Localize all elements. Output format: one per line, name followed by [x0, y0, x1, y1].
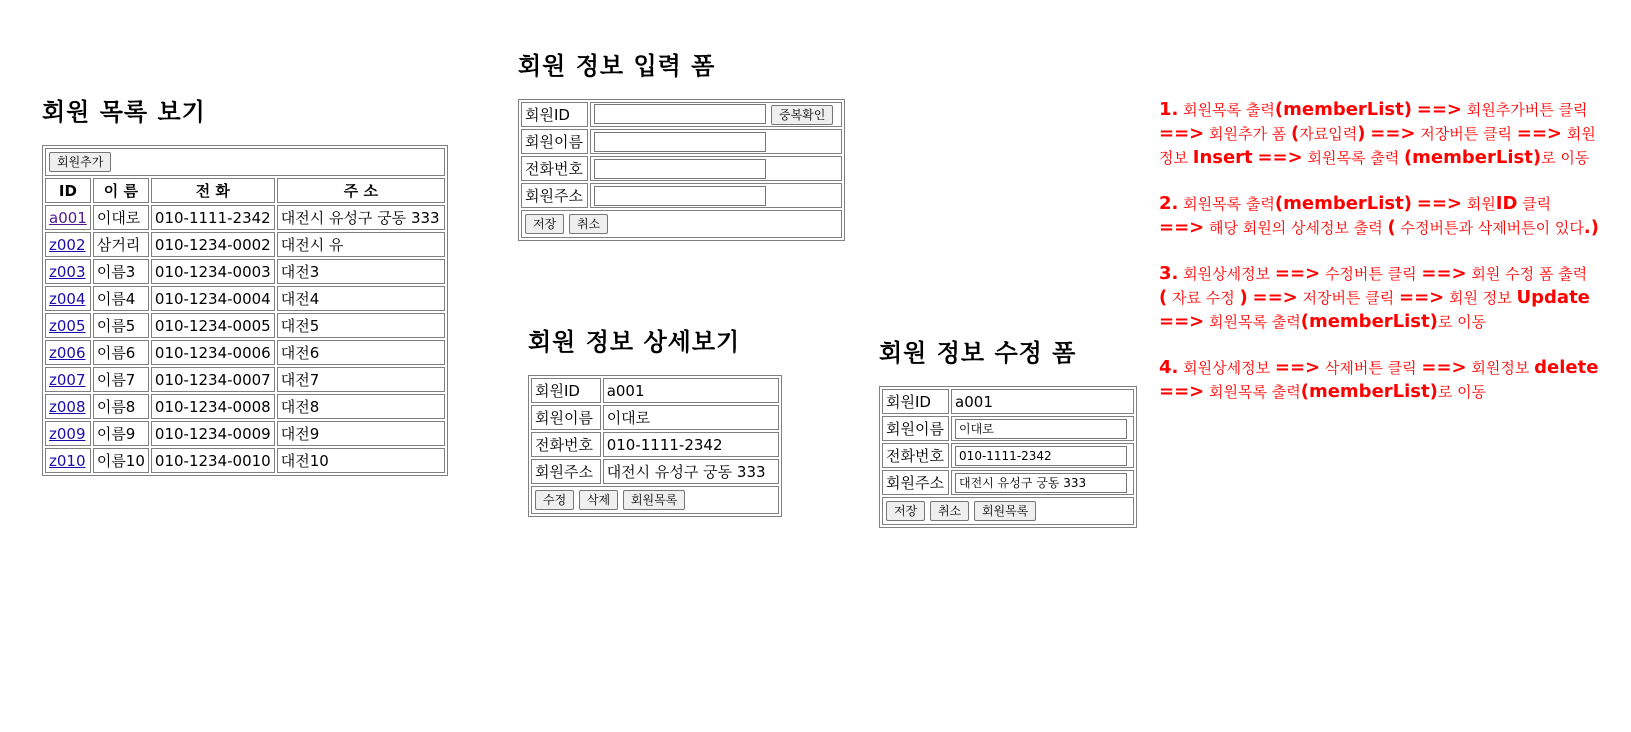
flow-note — [1159, 356, 1599, 404]
cell-id — [45, 259, 91, 284]
delete-button[interactable]: 삭제 — [579, 490, 618, 510]
member-id-link[interactable]: z005 — [49, 316, 86, 335]
note-text: ==> — [1516, 123, 1562, 144]
note-text: Update — [1516, 287, 1590, 308]
cell-address: 대전9 — [277, 421, 445, 446]
detail-panel — [528, 322, 782, 517]
note-text: 로 이동 — [1437, 313, 1487, 331]
note-text: ==> — [1421, 357, 1467, 378]
label-phone: 전화번호 — [521, 156, 588, 181]
note-text: ==> — [1252, 287, 1298, 308]
member-id-link[interactable]: a001 — [49, 208, 87, 227]
cell-address: 대전시 유성구 궁동 333 — [277, 205, 445, 230]
note-text: ( — [1291, 123, 1300, 144]
note-text: 저장버튼 클릭 — [1297, 289, 1400, 307]
cell-id — [45, 421, 91, 446]
note-text: ==> — [1159, 217, 1205, 238]
cell-phone: 010-1234-0006 — [151, 340, 275, 365]
add-member-button[interactable]: 회원추가 — [49, 152, 111, 172]
cell-phone: 010-1234-0003 — [151, 259, 275, 284]
detail-label-id: 회원ID — [531, 378, 601, 403]
cell-address: 대전8 — [277, 394, 445, 419]
member-list-title: 회원 목록 보기 — [42, 98, 206, 126]
edit-label-id: 회원ID — [882, 389, 949, 414]
note-text: ==> — [1159, 123, 1205, 144]
note-text: (memberList) — [1300, 381, 1438, 402]
detail-value-address: 대전시 유성구 궁동 333 — [603, 459, 779, 484]
header-phone: 전 화 — [151, 178, 275, 203]
note-text: ) — [1239, 287, 1248, 308]
edit-member-list-button[interactable]: 회원목록 — [974, 501, 1036, 521]
cell-phone: 010-1234-0007 — [151, 367, 275, 392]
cell-id — [45, 340, 91, 365]
note-text: 로 이동 — [1541, 149, 1590, 167]
note-text: 회원목록 출력 — [1204, 313, 1301, 331]
note-text: 회원목록 출력 — [1204, 383, 1301, 401]
edit-label-phone: 전화번호 — [882, 443, 949, 468]
note-text: 회원상세정보 — [1183, 359, 1275, 377]
note-text: 수정버튼과 삭제버튼이 있다 — [1395, 219, 1584, 237]
note-number: 3. — [1159, 263, 1179, 284]
cell-id — [45, 394, 91, 419]
flow-note — [1159, 98, 1599, 170]
member-list-panel — [42, 92, 448, 476]
member-list-button[interactable]: 회원목록 — [623, 490, 685, 510]
table-row — [45, 205, 445, 230]
edit-form-table — [879, 386, 1137, 528]
cell-name: 이름7 — [93, 367, 149, 392]
input-form-panel — [518, 46, 845, 241]
note-text: ==> — [1399, 287, 1445, 308]
cell-name: 이름3 — [93, 259, 149, 284]
note-text: ( — [1387, 217, 1396, 238]
input-form-table — [518, 99, 845, 241]
cell-address: 대전6 — [277, 340, 445, 365]
cell-id — [45, 367, 91, 392]
member-id-link[interactable]: z006 — [49, 343, 86, 362]
detail-title: 회원 정보 상세보기 — [528, 328, 741, 356]
edit-button[interactable]: 수정 — [535, 490, 574, 510]
label-member-name: 회원이름 — [521, 129, 588, 154]
note-text: 회원추가 폼 — [1204, 125, 1292, 143]
member-id-link[interactable]: z003 — [49, 262, 86, 281]
table-row — [45, 259, 445, 284]
note-text: ==> — [1159, 311, 1205, 332]
note-text: 회원 정보 — [1444, 289, 1517, 307]
flow-note — [1159, 262, 1599, 334]
table-row — [45, 340, 445, 365]
detail-label-name: 회원이름 — [531, 405, 601, 430]
edit-cancel-button[interactable]: 취소 — [930, 501, 969, 521]
cell-id — [45, 232, 91, 257]
note-text: (memberList) — [1403, 147, 1542, 168]
table-row — [45, 286, 445, 311]
save-button[interactable]: 저장 — [525, 214, 564, 234]
note-text: 회원추가버튼 클릭 — [1462, 101, 1588, 119]
cell-id — [45, 313, 91, 338]
note-text: 회원정보 — [1159, 125, 1596, 167]
note-text: 자료 수정 — [1167, 289, 1240, 307]
note-text: (memberList) — [1274, 99, 1412, 120]
cell-name: 삼거리 — [93, 232, 149, 257]
member-id-link[interactable]: z010 — [49, 451, 86, 470]
note-text: 회원 — [1462, 195, 1496, 213]
note-text: 저장버튼 클릭 — [1415, 125, 1517, 143]
member-id-input[interactable] — [594, 104, 766, 124]
detail-value-phone: 010-1111-2342 — [603, 432, 779, 457]
cell-address: 대전4 — [277, 286, 445, 311]
cell-phone: 010-1234-0010 — [151, 448, 275, 473]
cell-phone: 010-1234-0004 — [151, 286, 275, 311]
member-id-link[interactable]: z008 — [49, 397, 86, 416]
note-text: ==> — [1421, 263, 1467, 284]
cancel-button[interactable]: 취소 — [569, 214, 608, 234]
flow-note — [1159, 192, 1599, 240]
header-id: ID — [45, 178, 91, 203]
note-text: 삭제버튼 클릭 — [1320, 359, 1422, 377]
input-form-title: 회원 정보 입력 폼 — [518, 52, 716, 80]
address-input[interactable] — [594, 186, 766, 206]
note-text: ==> — [1416, 193, 1463, 214]
note-text: delete — [1534, 357, 1599, 378]
note-text: 해당 회원의 상세정보 출력 — [1204, 219, 1388, 237]
note-text: 회원목록 출력 — [1183, 101, 1275, 119]
note-text: (memberList) — [1300, 311, 1438, 332]
detail-label-phone: 전화번호 — [531, 432, 601, 457]
header-address: 주 소 — [277, 178, 445, 203]
member-id-link[interactable]: z002 — [49, 235, 86, 254]
flow-notes — [1159, 98, 1599, 426]
label-address: 회원주소 — [521, 183, 588, 208]
duplicate-check-button[interactable]: 중복확인 — [771, 105, 833, 125]
cell-name: 이름4 — [93, 286, 149, 311]
cell-address: 대전7 — [277, 367, 445, 392]
note-text: ==> — [1370, 123, 1416, 144]
cell-address: 대전5 — [277, 313, 445, 338]
cell-phone: 010-1234-0009 — [151, 421, 275, 446]
note-text: ==> — [1257, 147, 1303, 168]
cell-name: 이름8 — [93, 394, 149, 419]
member-id-link[interactable]: z004 — [49, 289, 86, 308]
table-row — [45, 448, 445, 473]
cell-phone: 010-1234-0005 — [151, 313, 275, 338]
note-text: 클릭 — [1517, 195, 1552, 213]
edit-form-title: 회원 정보 수정 폼 — [879, 339, 1077, 367]
member-rows — [45, 205, 445, 473]
cell-name: 이름9 — [93, 421, 149, 446]
note-text: 회원목록 출력 — [1302, 149, 1404, 167]
table-row — [45, 394, 445, 419]
label-member-id: 회원ID — [521, 102, 588, 127]
cell-name: 이름6 — [93, 340, 149, 365]
note-text: .) — [1583, 217, 1599, 238]
detail-label-address: 회원주소 — [531, 459, 601, 484]
cell-name: 이름10 — [93, 448, 149, 473]
edit-name-input[interactable]: 이대로 — [955, 419, 1127, 439]
member-list-table — [42, 145, 448, 476]
note-text: ID — [1495, 193, 1518, 214]
note-text: ==> — [1159, 381, 1205, 402]
note-text: (memberList) — [1274, 193, 1412, 214]
cell-address: 대전10 — [277, 448, 445, 473]
note-number: 2. — [1159, 193, 1179, 214]
note-text: 회원상세정보 — [1183, 265, 1275, 283]
table-row — [45, 367, 445, 392]
note-text: 로 이동 — [1437, 383, 1487, 401]
member-id-link[interactable]: z009 — [49, 424, 86, 443]
edit-address-input[interactable]: 대전시 유성구 궁동 333 — [955, 473, 1127, 493]
header-name: 이 름 — [93, 178, 149, 203]
edit-save-button[interactable]: 저장 — [886, 501, 925, 521]
note-text: 회원정보 — [1466, 359, 1535, 377]
cell-address: 대전시 유 — [277, 232, 445, 257]
note-text: 회원목록 출력 — [1183, 195, 1275, 213]
edit-label-name: 회원이름 — [882, 416, 949, 441]
cell-phone: 010-1111-2342 — [151, 205, 275, 230]
cell-id — [45, 286, 91, 311]
note-number: 1. — [1159, 99, 1179, 120]
note-text: ==> — [1274, 263, 1321, 284]
cell-address: 대전3 — [277, 259, 445, 284]
detail-value-name: 이대로 — [603, 405, 779, 430]
note-text: ==> — [1274, 357, 1321, 378]
table-header-row — [45, 178, 445, 203]
table-row — [45, 232, 445, 257]
phone-input[interactable] — [594, 159, 766, 179]
edit-form-panel — [879, 333, 1137, 528]
cell-phone: 010-1234-0008 — [151, 394, 275, 419]
detail-value-id: a001 — [603, 378, 779, 403]
note-text: 회원 수정 폼 출력 — [1466, 265, 1588, 283]
note-text: ==> — [1416, 99, 1463, 120]
note-text: Insert — [1192, 147, 1253, 168]
member-name-input[interactable] — [594, 132, 766, 152]
edit-label-address: 회원주소 — [882, 470, 949, 495]
note-text: 수정버튼 클릭 — [1320, 265, 1422, 283]
cell-id — [45, 448, 91, 473]
member-id-link[interactable]: z007 — [49, 370, 86, 389]
cell-phone: 010-1234-0002 — [151, 232, 275, 257]
note-text: 자료입력 — [1299, 125, 1358, 143]
edit-value-id: a001 — [951, 389, 1134, 414]
note-number: 4. — [1159, 357, 1179, 378]
note-text: ) — [1357, 123, 1366, 144]
cell-name: 이름5 — [93, 313, 149, 338]
cell-id — [45, 205, 91, 230]
edit-phone-input[interactable]: 010-1111-2342 — [955, 446, 1127, 466]
note-text: ( — [1159, 287, 1168, 308]
cell-name: 이대로 — [93, 205, 149, 230]
detail-table — [528, 375, 782, 517]
table-row — [45, 313, 445, 338]
table-row — [45, 421, 445, 446]
